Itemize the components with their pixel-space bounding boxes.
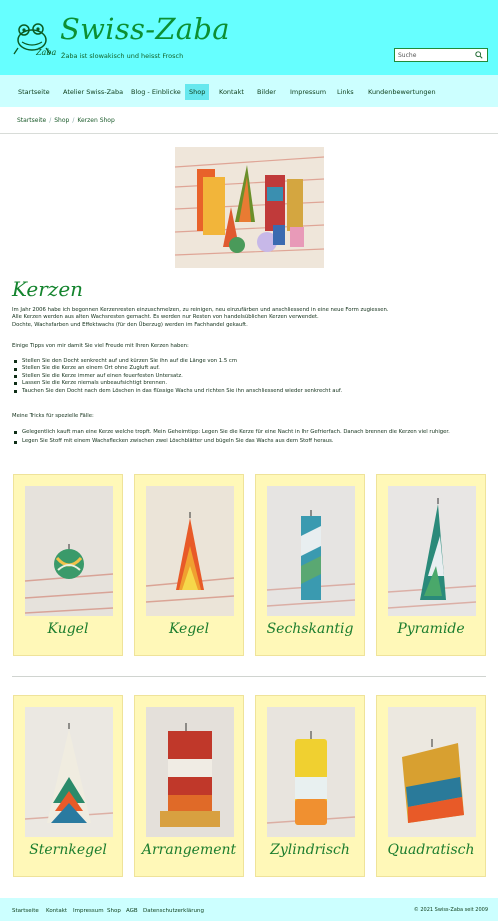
intro-text xyxy=(12,307,490,329)
arrangement-candle-photo[interactable] xyxy=(146,707,234,837)
product-label[interactable]: Sechskantig xyxy=(266,621,354,637)
nav-item-impressum[interactable]: Impressum xyxy=(290,88,327,96)
product-card-pyramide[interactable] xyxy=(376,474,486,656)
star-cone-candle-photo[interactable] xyxy=(25,707,113,837)
breadcrumb-startseite[interactable]: Startseite xyxy=(17,117,47,124)
nav-item-links[interactable]: Links xyxy=(337,88,354,96)
list-item: Stellen Sie die Kerze immer auf einen feuerfesten Untersatz. xyxy=(22,373,482,380)
nav-item-kundenbewertungen[interactable]: Kundenbewertungen xyxy=(368,88,436,96)
breadcrumb-separator: / xyxy=(72,117,75,124)
breadcrumb-shop[interactable]: Shop xyxy=(54,117,70,124)
site-title[interactable]: Swiss-Zaba xyxy=(60,12,230,46)
product-card-sechskantig[interactable] xyxy=(255,474,365,656)
list-item: Lassen Sie die Kerze niemals unbeaufsichtigt brennen. xyxy=(22,380,482,387)
list-item: Gelegentlich kauft man eine Kerze welche tropft. Mein Geheimtipp: Legen Sie die Kerze für eine Nacht in Ihr Gefrierfach. Danach brennen die Kerzen viel ruhiger. xyxy=(22,429,482,436)
product-card-arrangement[interactable] xyxy=(134,695,244,877)
square-candle-photo[interactable] xyxy=(388,707,476,837)
search-icon[interactable] xyxy=(475,51,483,59)
product-card-zylindrisch[interactable] xyxy=(255,695,365,877)
search-box[interactable] xyxy=(394,48,488,62)
product-card-kegel[interactable] xyxy=(134,474,244,656)
page-heading: Kerzen xyxy=(12,277,84,301)
breadcrumb-current: Kerzen Shop xyxy=(77,117,115,124)
product-card-kugel[interactable] xyxy=(13,474,123,656)
hero-candles-image xyxy=(175,147,324,268)
intro-line: Dochte, Wachsfarben und Effektwachs (für den Überzug) werden im Fachhandel gekauft. xyxy=(12,321,248,328)
product-label[interactable]: Pyramide xyxy=(397,621,465,637)
footer-link-agb[interactable]: AGB xyxy=(126,908,138,914)
tips-heading: Einige Tipps von mir damit Sie viel Freude mit Ihren Kerzen haben: xyxy=(12,343,189,349)
intro-line: Alle Kerzen werden aus alten Wachsresten gemacht. Es werden nur Resten von handelsüblichen Kerzen verwendet. xyxy=(12,314,319,321)
nav-item-blog[interactable]: Blog - Einblicke xyxy=(131,88,181,96)
product-card-quadratisch[interactable] xyxy=(376,695,486,877)
nav-item-shop[interactable]: Shop xyxy=(185,84,209,100)
divider xyxy=(12,676,486,677)
nav-item-startseite[interactable]: Startseite xyxy=(18,88,50,96)
nav-item-atelier[interactable]: Atelier Swiss-Zaba xyxy=(63,88,124,96)
product-label[interactable]: Quadratisch xyxy=(387,842,475,858)
search-input[interactable] xyxy=(398,51,468,60)
footer-link-startseite[interactable]: Startseite xyxy=(12,908,39,914)
main-navigation xyxy=(0,75,498,107)
hexagonal-candle-photo[interactable] xyxy=(267,486,355,616)
cylinder-candle-photo[interactable] xyxy=(267,707,355,837)
logo-text: Žaba xyxy=(36,48,57,57)
divider xyxy=(0,133,498,134)
footer-link-kontakt[interactable]: Kontakt xyxy=(46,908,68,914)
product-label[interactable]: Sternkegel xyxy=(29,842,107,858)
list-item: Stellen Sie den Docht senkrecht auf und kürzen Sie ihn auf die Länge von 1.5 cm xyxy=(22,358,482,365)
list-item: Stellen Sie die Kerze an einem Ort ohne Zugluft auf. xyxy=(22,365,482,372)
intro-line: Im Jahr 2006 habe ich begonnen Kerzenresten einzuschmelzen, zu reinigen, neu einzufärben und anschliessend in eine neue Form zugiessen. xyxy=(12,307,389,313)
cone-candle-photo[interactable] xyxy=(146,486,234,616)
tricks-heading: Meine Tricks für spezielle Fälle: xyxy=(12,413,94,419)
breadcrumb xyxy=(17,117,115,124)
product-label[interactable]: Arrangement xyxy=(141,842,237,858)
site-tagline: Žaba ist slowakisch und heisst Frosch xyxy=(61,52,184,60)
product-label[interactable]: Kugel xyxy=(47,621,89,637)
product-label[interactable]: Zylindrisch xyxy=(270,842,350,858)
tricks-list xyxy=(22,429,482,446)
product-label[interactable]: Kegel xyxy=(168,621,210,637)
copyright: © 2021 Swiss-Zaba seit 2009 xyxy=(413,907,488,913)
frog-logo-icon[interactable] xyxy=(12,18,57,58)
site-footer xyxy=(0,898,498,921)
list-item: Tauchen Sie den Docht nach dem Löschen in das flüssige Wachs und richten Sie ihn anschliessend wieder senkrecht auf. xyxy=(22,388,482,395)
site-header xyxy=(0,0,498,75)
ball-candle-photo[interactable] xyxy=(25,486,113,616)
footer-link-datenschutz[interactable]: Datenschutzerklärung xyxy=(143,908,204,914)
tips-list xyxy=(22,358,482,395)
breadcrumb-separator: / xyxy=(49,117,52,124)
footer-link-impressum[interactable]: Impressum xyxy=(73,908,104,914)
nav-item-kontakt[interactable]: Kontakt xyxy=(219,88,244,96)
footer-link-shop[interactable]: Shop xyxy=(107,908,121,914)
pyramid-candle-photo[interactable] xyxy=(388,486,476,616)
product-card-sternkegel[interactable] xyxy=(13,695,123,877)
nav-item-bilder[interactable]: Bilder xyxy=(257,88,276,96)
list-item: Legen Sie Stoff mit einem Wachsflecken zwischen zwei Löschblätter und bügeln Sie das Wachs aus dem Stoff heraus. xyxy=(22,438,482,445)
